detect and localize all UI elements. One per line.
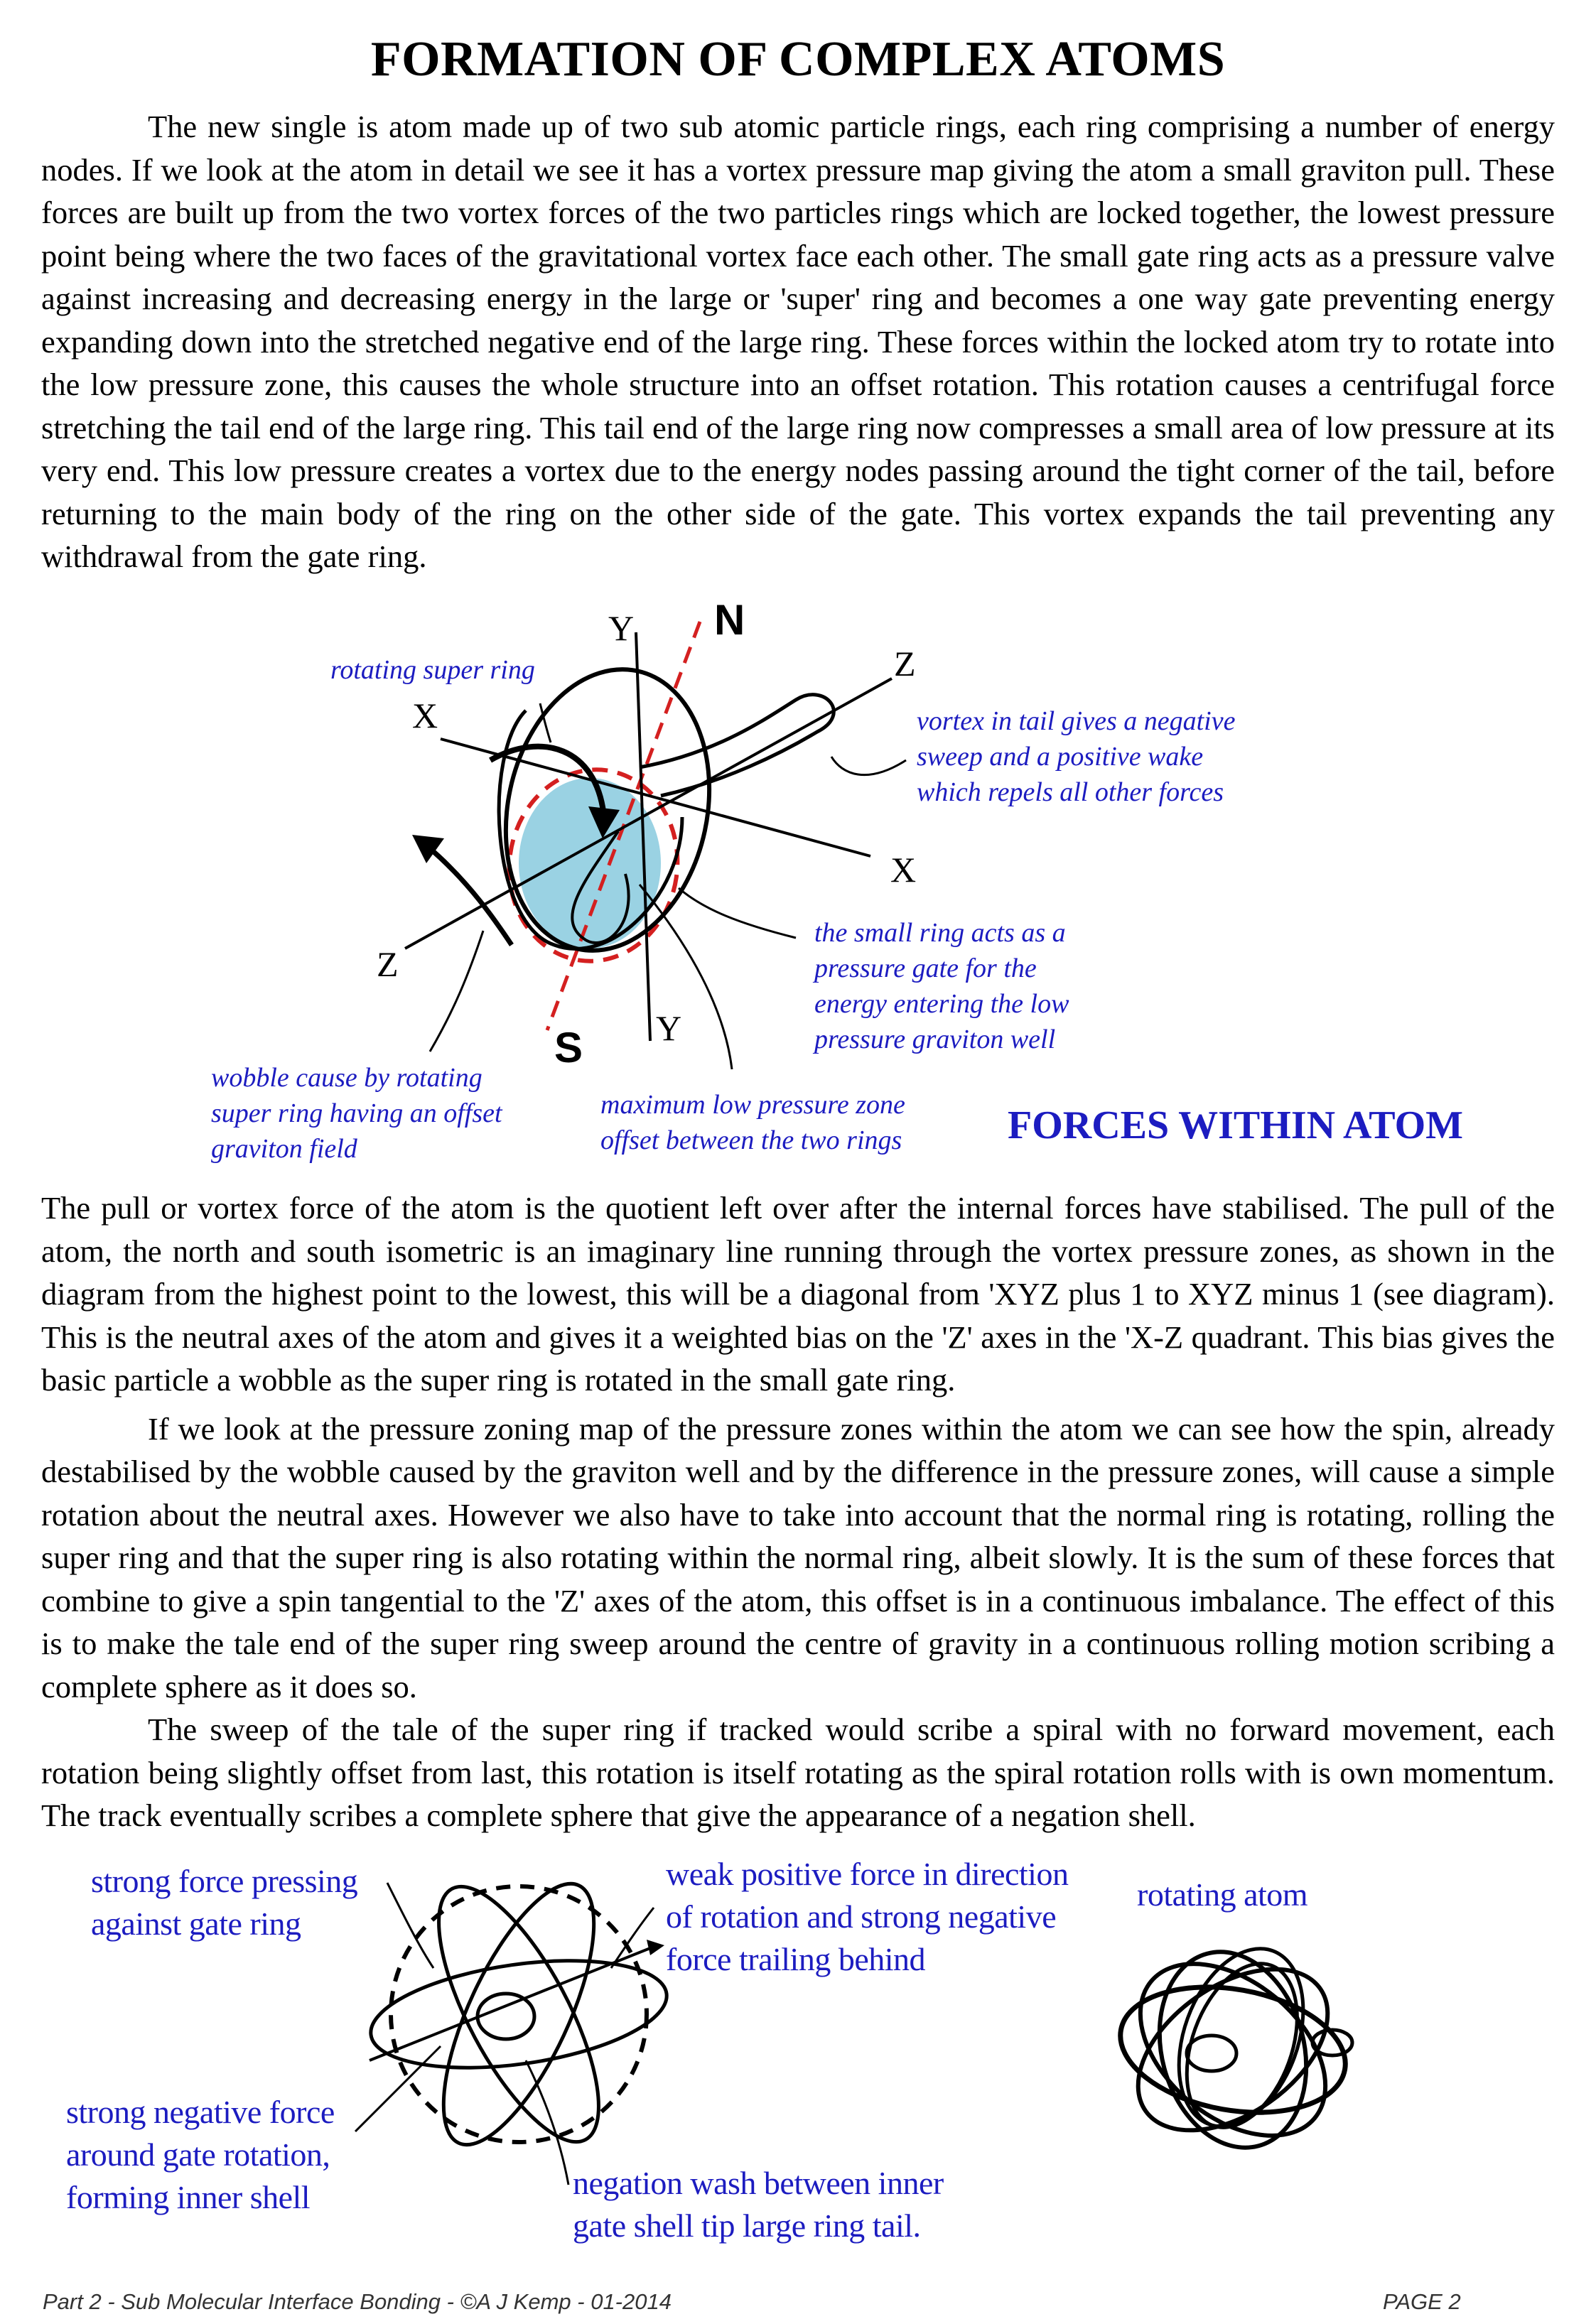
intro-paragraph: The new single is atom made up of two sub atomic particle rings, each ring comprising a number of energy nodes. If we look at the atom in detail we see it has a vortex pressure map giving the atom a small graviton pull. These forces are built up from the two vortex forces of the two particles rings which are locked together, the lowest pressure point being where the two faces of the gravitational vortex face each other. The small gate ring acts as a pressure valve against increasing and decreasing energy in the large or 'super' ring and becomes a one way gate preventing energy expanding down into the stretched negative end of the large ring. These forces within the locked atom try to rotate into the low pressure zone, this causes the whole structure into an offset rotation. This rotation causes a centrifugal force stretching the tail end of the large ring. This tail end of the large ring now compresses a small area of low pressure at its very end. This low pressure creates a vortex due to the energy nodes passing around the tight corner of the tail, before returning to the main body of the ring on the other side of the gate. This vortex expands the tail preventing any withdrawal from the gate ring. bbox=[41, 109, 1555, 574]
axis-label-x-right: X bbox=[890, 850, 917, 890]
axis-label-z-left: Z bbox=[377, 944, 399, 984]
pole-south-label: S bbox=[554, 1024, 583, 1071]
axis-label-y-bottom: Y bbox=[656, 1008, 682, 1048]
annotation-weak-positive-force: weak positive force in direction of rotation and strong negative force trailing behind bbox=[666, 1856, 1069, 1977]
rotating-atom-drawing bbox=[1108, 1930, 1358, 2170]
annotation-strong-negative-force: strong negative force around gate rotation, forming inner shell bbox=[66, 2094, 335, 2215]
paragraph-3: If we look at the pressure zoning map of the pressure zones within the atom we can see how the spin, already destabilised by the wobble caused by the graviton well and by the difference in the pressure zones, will cause a simple rotation about the neutral axes. However we also have to take into account that the normal ring is rotating, rolling the super ring and that the super ring is also rotating within the normal ring, albeit slowly. It is the sum of these forces that combine to give a spin tangential to the 'Z' axes of the atom, this offset is in a continuous imbalance. The effect of this is to make the tale end of the super ring sweep around the centre of gravity in a continuous rolling motion scribing a complete sphere as it does so. bbox=[41, 1410, 1555, 1704]
footer-left: Part 2 - Sub Molecular Interface Bonding - ©A J Kemp - 01-2014 bbox=[43, 2289, 672, 2314]
axis-label-z-right: Z bbox=[894, 644, 916, 683]
annotation-small-ring-gate: the small ring acts as a pressure gate for the energy entering the low pressure graviton well bbox=[814, 918, 1069, 1054]
pole-north-label: N bbox=[714, 596, 745, 644]
annotation-rotating-super-ring: rotating super ring bbox=[330, 655, 535, 685]
annotation-strong-force: strong force pressing against gate ring bbox=[91, 1863, 358, 1942]
annotation-max-low-pressure: maximum low pressure zone offset between the two rings bbox=[600, 1090, 905, 1155]
page-title: FORMATION OF COMPLEX ATOMS bbox=[370, 32, 1226, 87]
annotation-vortex-tail: vortex in tail gives a negative sweep and a positive wake which repels all other forces bbox=[917, 706, 1236, 807]
paragraph-4: The sweep of the tale of the super ring if tracked would scribe a spiral with no forward movement, each rotation being slightly offset from last, this rotation is itself rotating as the spiral rotation rolls with is own momentum. The track eventually scribes a complete sphere that give the appearance of a negation shell. bbox=[41, 1712, 1555, 1833]
gate-shell bbox=[478, 1994, 534, 2039]
paragraph-2: The pull or vortex force of the atom is the quotient left over after the internal forces have stabilised. The pull of the atom, the north and south isometric is an imaginary line running through the vortex pressure zones, as shown in the diagram from the highest point to the lowest, this will be a diagonal from 'XYZ plus 1 to XYZ minus 1 (see diagram). This is the neutral axes of the atom and gives it a weighted bias on the 'Z' axes in the 'X-Z quadrant. This bias gives the basic particle a wobble as the super ring is rotated in the small gate ring. bbox=[41, 1190, 1555, 1398]
axis-label-y-top: Y bbox=[608, 608, 635, 648]
annotation-wobble: wobble cause by rotating super ring having an offset graviton field bbox=[211, 1063, 502, 1164]
forces-within-atom-heading: FORCES WITHIN ATOM bbox=[1008, 1103, 1464, 1147]
footer-page-number: PAGE 2 bbox=[1383, 2289, 1461, 2314]
annotation-negation-wash: negation wash between inner gate shell tip large ring tail. bbox=[573, 2165, 944, 2244]
annotation-rotating-atom: rotating atom bbox=[1137, 1876, 1308, 1913]
axis-label-x-left: X bbox=[412, 696, 438, 735]
